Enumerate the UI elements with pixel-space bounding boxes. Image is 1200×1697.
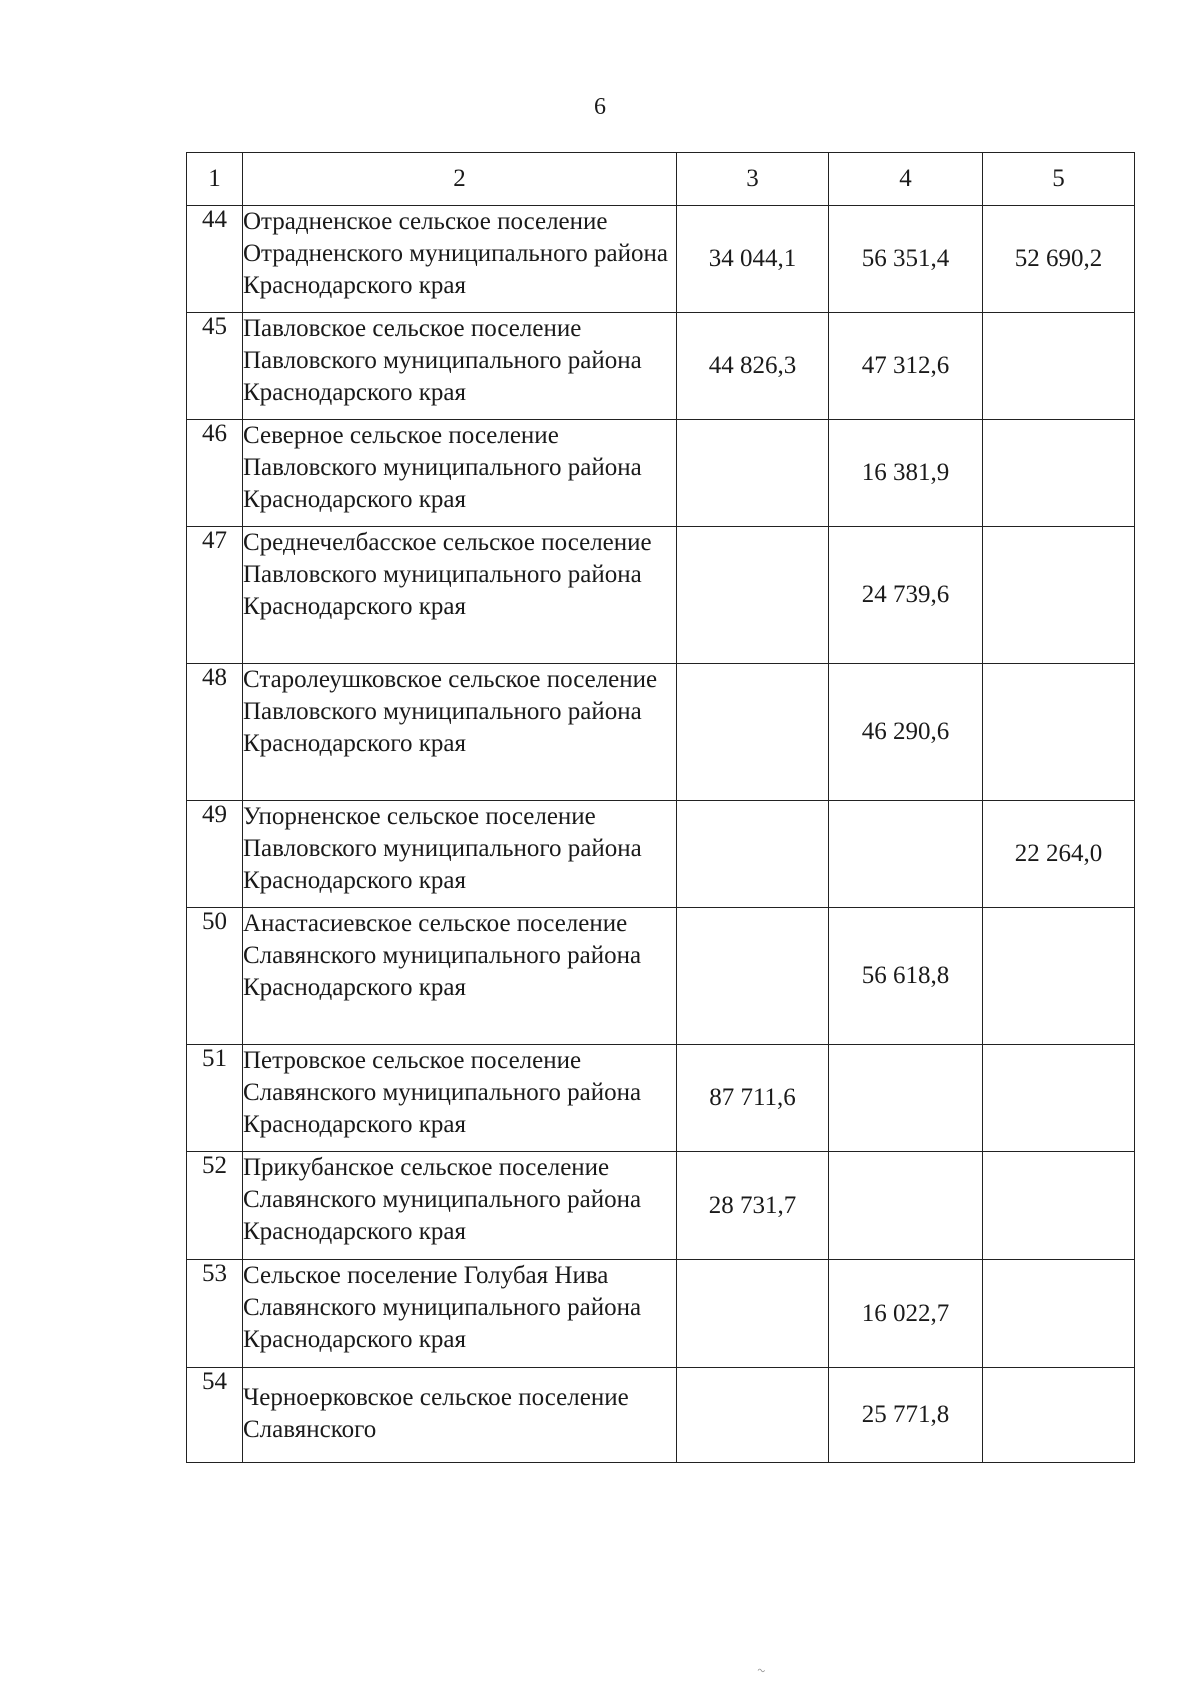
settlement-name: Среднечелбасское сельское поселение Павловского муниципального района Краснодарского края: [243, 527, 677, 664]
value-col4: 47 312,6: [829, 313, 983, 420]
table-row: [187, 527, 1135, 664]
value-col5: [983, 420, 1135, 527]
value-col4: 56 618,8: [829, 908, 983, 1045]
settlement-name: Павловское сельское поселение Павловского муниципального района Краснодарского края: [243, 313, 677, 420]
settlement-name: Черноерковское сельское поселение Славянского: [243, 1368, 677, 1463]
value-col3: 34 044,1: [677, 206, 829, 313]
table-row: [187, 206, 1135, 313]
row-number: 45: [187, 313, 243, 420]
settlement-name: Отрадненское сельское поселение Отрадненского муниципального района Краснодарского края: [243, 206, 677, 313]
value-col3: [677, 527, 829, 664]
value-col3: [677, 1368, 829, 1463]
header-cell-4: 4: [829, 153, 983, 206]
settlement-name: Упорненское сельское поселение Павловского муниципального района Краснодарского края: [243, 801, 677, 908]
row-number: 46: [187, 420, 243, 527]
header-cell-3: 3: [677, 153, 829, 206]
value-col4: [829, 801, 983, 908]
row-number: 52: [187, 1152, 243, 1260]
value-col3: [677, 801, 829, 908]
row-number: 44: [187, 206, 243, 313]
scan-artifact: ~: [755, 1663, 767, 1680]
allocation-table: [186, 152, 1135, 1463]
table-row: [187, 1368, 1135, 1463]
value-col5: 22 264,0: [983, 801, 1135, 908]
value-col4: 56 351,4: [829, 206, 983, 313]
value-col4: 16 022,7: [829, 1260, 983, 1368]
value-col3: 44 826,3: [677, 313, 829, 420]
row-number: 48: [187, 664, 243, 801]
table-row: [187, 313, 1135, 420]
settlement-name: Старолеушковское сельское поселение Павловского муниципального района Краснодарского края: [243, 664, 677, 801]
table-row: [187, 908, 1135, 1045]
value-col5: [983, 1260, 1135, 1368]
value-col4: 46 290,6: [829, 664, 983, 801]
value-col3: [677, 1260, 829, 1368]
value-col5: 52 690,2: [983, 206, 1135, 313]
table-row: [187, 1045, 1135, 1152]
header-cell-2: 2: [243, 153, 677, 206]
header-cell-5: 5: [983, 153, 1135, 206]
value-col4: 25 771,8: [829, 1368, 983, 1463]
row-number: 50: [187, 908, 243, 1045]
page-number: 6: [594, 94, 606, 120]
row-number: 53: [187, 1260, 243, 1368]
row-number: 54: [187, 1368, 243, 1463]
value-col5: [983, 1045, 1135, 1152]
header-cell-1: 1: [187, 153, 243, 206]
settlement-name: Петровское сельское поселение Славянского муниципального района Краснодарского края: [243, 1045, 677, 1152]
table-header-row: [187, 153, 1135, 206]
value-col4: [829, 1045, 983, 1152]
value-col5: [983, 313, 1135, 420]
value-col3: 87 711,6: [677, 1045, 829, 1152]
value-col4: 24 739,6: [829, 527, 983, 664]
settlement-name: Сельское поселение Голубая Нива Славянского муниципального района Краснодарского края: [243, 1260, 677, 1368]
table-row: [187, 1260, 1135, 1368]
value-col5: [983, 527, 1135, 664]
value-col5: [983, 664, 1135, 801]
settlement-name: Северное сельское поселение Павловского муниципального района Краснодарского края: [243, 420, 677, 527]
table-row: [187, 1152, 1135, 1260]
row-number: 47: [187, 527, 243, 664]
value-col5: [983, 1152, 1135, 1260]
value-col4: 16 381,9: [829, 420, 983, 527]
row-number: 49: [187, 801, 243, 908]
row-number: 51: [187, 1045, 243, 1152]
table-row: [187, 420, 1135, 527]
value-col3: 28 731,7: [677, 1152, 829, 1260]
value-col5: [983, 1368, 1135, 1463]
value-col4: [829, 1152, 983, 1260]
value-col3: [677, 664, 829, 801]
table-row: [187, 801, 1135, 908]
value-col3: [677, 420, 829, 527]
table-row: [187, 664, 1135, 801]
value-col5: [983, 908, 1135, 1045]
settlement-name: Прикубанское сельское поселение Славянского муниципального района Краснодарского края: [243, 1152, 677, 1260]
value-col3: [677, 908, 829, 1045]
settlement-name: Анастасиевское сельское поселение Славянского муниципального района Краснодарского края: [243, 908, 677, 1045]
